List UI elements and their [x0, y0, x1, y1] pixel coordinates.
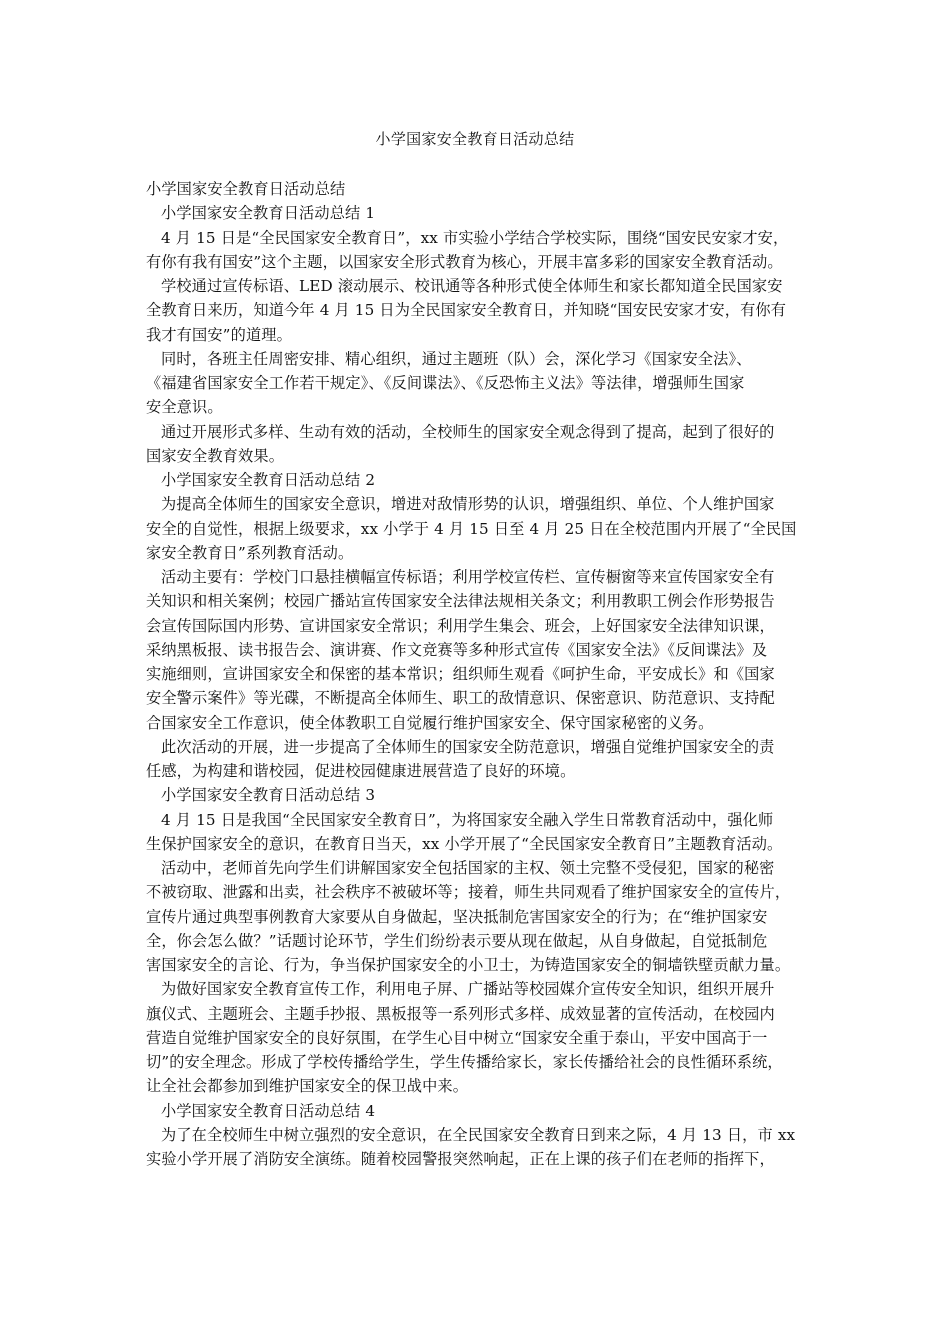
text-line: 实验小学开展了消防安全演练。随着校园警报突然响起，正在上课的孩子们在老师的指挥下， [146, 1150, 775, 1168]
text-line: 全教育日来历，知道今年 4 月 15 日为全民国家安全教育日，并知晓“国安民安家才安，有你有 [146, 301, 787, 320]
text-line: 安全警示案件》等光碟，不断提高全体师生、职工的敌情意识、保密意识、防范意识、支持配 [146, 689, 775, 708]
text-line: 4 月 15 日是我国“全民国家安全教育日”，为将国家安全融入学生日常教育活动中，强化师 [161, 810, 774, 829]
text-line: 安全意识。 [146, 398, 223, 417]
text-line: 让全社会都参加到维护国家安全的保卫战中来。 [146, 1077, 469, 1096]
text-line: 《福建省国家安全工作若干规定》、《反间谍法》、《反恐怖主义法》等法律，增强师生国家 [146, 374, 745, 392]
document-body [146, 177, 810, 1171]
text-line: 家安全教育日”系列教育活动。 [146, 543, 354, 562]
text-line: 通过开展形式多样、生动有效的活动，全校师生的国家安全观念得到了提高，起到了很好的 [161, 422, 775, 441]
text-line: 为提高全体师生的国家安全意识，增进对敌情形势的认识，增强组织、单位、个人维护国家 [161, 495, 775, 514]
document-title: 小学国家安全教育日活动总结 [375, 130, 575, 148]
text-line: 安全的自觉性，根据上级要求，xx 小学于 4 月 15 日至 4 月 25 日在全校范围内开展了“全民国 [146, 519, 797, 538]
text-line: 采纳黑板报、读书报告会、演讲赛、作文竞赛等多种形式宣传《国家安全法》《反间谍法》及 [146, 640, 768, 659]
text-line: 我才有国安”的道理。 [146, 325, 292, 344]
text-line: 旗仪式、主题班会、主题手抄报、黑板报等一系列形式多样、成效显著的宣传活动，在校园内 [146, 1004, 775, 1023]
text-line: 活动中，老师首先向学生们讲解国家安全包括国家的主权、领土完整不受侵犯，国家的秘密 [161, 859, 775, 877]
text-line: 学校通过宣传标语、LED 滚动展示、校讯通等各种形式使全体师生和家长都知道全民国家安 [161, 277, 783, 295]
text-line: 关知识和相关案例；校园广播站宣传国家安全法律法规相关条文；利用教职工例会作形势报告 [146, 592, 775, 611]
text-line: 小学国家安全教育日活动总结 1 [161, 204, 376, 223]
text-line: 同时，各班主任周密安排、精心组织，通过主题班（队）会，深化学习《国家安全法》、 [161, 349, 752, 368]
text-line: 有你有我有国安”这个主题，以国家安全形式教育为核心，开展丰富多彩的国家安全教育活动。 [146, 252, 783, 271]
text-line: 小学国家安全教育日活动总结 3 [161, 786, 376, 805]
text-line: 此次活动的开展，进一步提高了全体师生的国家安全防范意识，增强自觉维护国家安全的责 [161, 737, 775, 756]
text-line: 实施细则，宣讲国家安全和保密的基本常识；组织师生观看《呵护生命，平安成长》和《国家 [146, 665, 775, 683]
text-line: 宣传片通过典型事例教育大家要从自身做起，坚决抵制危害国家安全的行为；在“维护国家安 [146, 907, 768, 926]
text-line: 不被窃取、泄露和出卖，社会秩序不被破坏等；接着，师生共同观看了维护国家安全的宣传片， [146, 883, 791, 902]
text-line: 小学国家安全教育日活动总结 2 [161, 471, 376, 489]
text-line: 任感，为构建和谐校园，促进校园健康进展营造了良好的环境。 [146, 762, 576, 780]
text-line: 害国家安全的言论、行为，争当保护国家安全的小卫士，为铸造国家安全的铜墙铁壁贡献力量。 [146, 956, 791, 974]
text-line: 国家安全教育效果。 [146, 446, 285, 465]
text-line: 切”的安全理念。形成了学校传播给学生，学生传播给家长，家长传播给社会的良性循环系统， [146, 1053, 783, 1071]
text-line: 为了在全校师生中树立强烈的安全意识，在全民国家安全教育日到来之际，4 月 13 日，市 xx [161, 1125, 796, 1144]
text-line: 生保护国家安全的意识，在教育日当天，xx 小学开展了“全民国家安全教育日”主题教育活动。 [146, 834, 783, 853]
text-line: 全，你会怎么做？”话题讨论环节，学生们纷纷表示要从现在做起，从自身做起，自觉抵制危 [146, 931, 768, 950]
text-line: 小学国家安全教育日活动总结 [146, 180, 346, 198]
text-line: 合国家安全工作意识，使全体教职工自觉履行维护国家安全、保守国家秘密的义务。 [146, 713, 714, 732]
text-line: 会宣传国际国内形势、宣讲国家安全常识；利用学生集会、班会，上好国家安全法律知识课， [146, 616, 775, 635]
text-line: 4 月 15 日是“全民国家安全教育日”，xx 市实验小学结合学校实际，围绕“国安民安家才安， [161, 228, 789, 247]
text-line: 营造自觉维护国家安全的良好氛围，在学生心目中树立“国家安全重于泰山，平安中国高于一 [146, 1028, 768, 1047]
text-line: 活动主要有：学校门口悬挂横幅宣传标语；利用学校宣传栏、宣传橱窗等来宣传国家安全有 [161, 568, 775, 586]
text-line: 小学国家安全教育日活动总结 4 [161, 1101, 376, 1120]
text-line: 为做好国家安全教育宣传工作，利用电子屏、广播站等校园媒介宣传安全知识，组织开展升 [161, 980, 775, 999]
